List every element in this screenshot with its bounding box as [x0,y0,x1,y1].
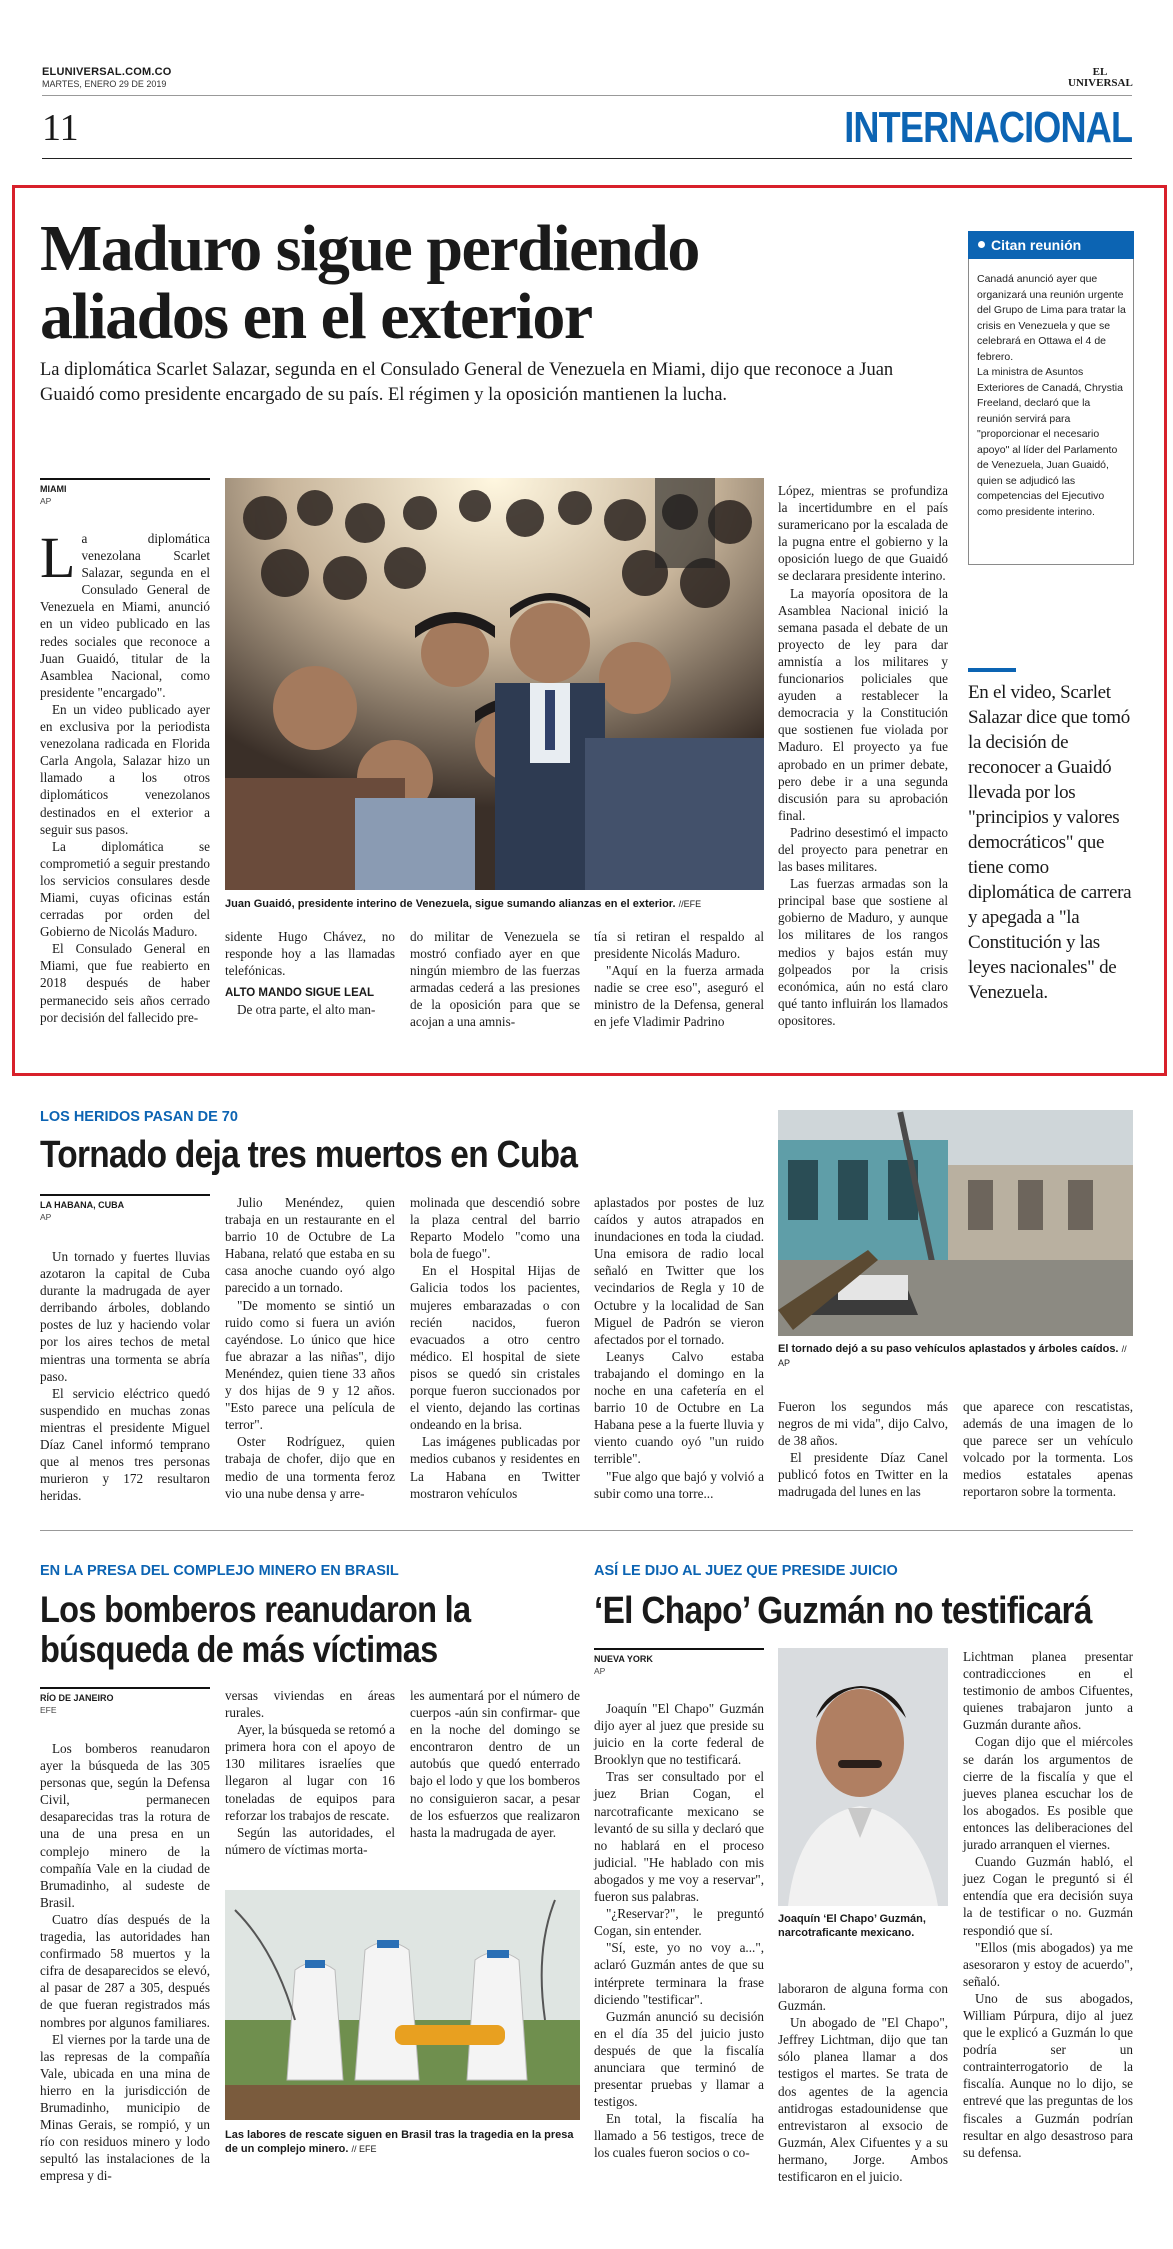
paragraph: Julio Menéndez, quien trabaja en un restaurante en el barrio 10 de Octubre de La Habana, relató que estaba en su casa anoche cuando oyó algo parecido a un tornado. [225,1195,395,1296]
cuba-col-3 [410,1194,580,1502]
paragraph: Lichtman planea presentar contradicciones en el testimonio de ambos Cifuentes, quienes trabajaron junto a Guzmán durante años. [963,1649,1133,1733]
sidebar-paragraph: Canadá anunció ayer que organizará una reunión urgente del Grupo de Lima para tratar la crisis en Venezuela y que se celebrará en Ottawa el 4 de febrero. [977,273,1126,363]
main-dek: La diplomática Scarlet Salazar, segunda en el Consulado General de Venezuela en Miami, dijo que reconoce a Juan Guaidó como presidente encargado de su país. El régimen y la oposición mantienen la lucha. [40,360,894,405]
main-col-3 [410,928,580,1031]
byline-rule [40,1194,210,1196]
paragraph: molinada que descendió sobre la plaza central del barrio Reparto Modelo "como una bola de fuego". [410,1195,580,1262]
tornado-photo-caption: El tornado dejó a su paso vehículos aplastados y árboles caídos. // AP [778,1343,1127,1368]
tornado-photo [778,1110,1133,1336]
sidebar-body [977,272,1127,520]
main-col-1 [40,525,210,1026]
main-photo-caption: Juan Guaidó, presidente interino de Venezuela, sigue sumando alianzas en el exterior. //EFE [225,898,702,910]
paragraph: versas viviendas en áreas rurales. [225,1688,395,1721]
paragraph: "De momento se sintió un ruido como si fuera un avión cayéndose. Lo único que hice fue abrazar a las niñas", dijo Menéndez, quien tiene 33 años y dos hijas de 9 y 12 años. "Esto parece una película de terror". [225,1297,395,1433]
paragraph: Las fuerzas armadas son la principal base que sostiene al gobierno de Maduro, y aunque los militares de los rangos medios y bajos están muy golpeados por la crisis económica, aún no está claro qué tanto influirán los llamados opositores. [778,876,948,1028]
street-photo-illustration [778,1110,1133,1336]
logo-bottom: UNIVERSAL [1068,77,1133,89]
main-col-5 [778,482,948,1029]
rescue-photo-illustration [225,1890,580,2120]
paragraph: López, mientras se profundiza la incertidumbre en el país suramericano por la escalada de la pugna entre el gobierno y la oposición luego de que Guaidó se declarara presidente interino. [778,483,948,584]
section-title: INTERNACIONAL [844,103,1132,152]
cuba-location: LA HABANA, CUBA [40,1200,125,1210]
paragraph: En un video publicado ayer en exclusiva por la periodista venezolana radicada en Florida Carla Angola, Salazar hizo un llamado a los otros diplomáticos venezolanos destinados en el exterior a seguir sus pasos. [40,701,210,837]
brasil-headline-line1: Los bomberos reanudaron la [40,1589,471,1630]
paragraph: Joaquín "El Chapo" Guzmán dijo ayer al juez que preside su juicio en la corte federal de Brooklyn que no testificará. [594,1701,764,1768]
guaido-photo [225,478,764,890]
main-subhead: ALTO MANDO SIGUE LEAL [225,987,375,1000]
section-rule [42,158,1132,159]
brasil-location: RÍO DE JANEIRO [40,1693,114,1703]
crowd-photo-illustration [225,478,764,890]
chapo-col-2 [778,1980,948,2185]
dropcap: L [40,525,76,590]
chapo-photo-caption: Joaquín ‘El Chapo’ Guzmán, narcotraficante mexicano. [778,1913,926,1939]
paragraph: Un tornado y fuertes lluvias azotaron la capital de Cuba durante la madrugada de ayer derribando árboles, doblando postes de luz y haciendo volar por los aires techos de metal mientras una tormenta se abría paso. [40,1249,210,1384]
chapo-headline: ‘El Chapo’ Guzmán no testificará [594,1590,1092,1632]
photo-credit: //EFE [678,899,702,909]
paragraph: do militar de Venezuela se mostró confiado ayer en que ningún miembro de las fuerzas armadas cederá a las presiones de la oposición para que se acojan a una amnis- [410,929,580,1030]
paragraph: sidente Hugo Chávez, no responde hoy a las llamadas telefónicas. [225,929,395,979]
paragraph: En total, la fiscalía ha llamado a 56 testigos, trece de los cuales fueron socios o co- [594,2111,764,2161]
paragraph: Las imágenes publicadas por medios cubanos y residentes en La Habana en Twitter mostraron vehículos [410,1434,580,1501]
site-url: ELUNIVERSAL.COM.CO [42,66,172,78]
brasil-col-2 [225,1687,395,1858]
paragraph: Cogan dijo que el miércoles se darán los argumentos de cierre de la fiscalía y que el jueves planea escuchar los de los abogados. Es posible que entonces las deliberaciones del jurado arranquen el viernes. [963,1734,1133,1853]
brasil-col-1 [40,1740,210,2184]
paragraph: En el Hospital Hijas de Galicia todos los pacientes, mujeres embarazadas o con recién nacidos, fueron evacuados a otro centro médico. El hospital de siete pisos se quedó sin cristales porque fueron succionados por el viento, dejando las cortinas ondeando en la brisa. [410,1263,580,1433]
cuba-col-4 [594,1194,764,1502]
paragraph: "Ellos (mis abogados) ya me asesoraron y estoy de acuerdo", señaló. [963,1939,1133,1989]
paragraph: Según las autoridades, el número de víctimas morta- [225,1824,395,1857]
brasil-headline-line2: búsqueda de más víctimas [40,1629,438,1670]
sidebar-header: Citan reunión [968,231,1134,259]
paragraph: "Sí, este, yo no voy a...", aclaró Guzmán antes de que su intérprete terminara la frase diciendo "testificar". [594,1940,764,2007]
main-agency: AP [40,496,52,506]
cuba-agency: AP [40,1212,52,1222]
chapo-kicker: ASÍ LE DIJO AL JUEZ QUE PRESIDE JUICIO [594,1563,898,1579]
paragraph: Los bomberos reanudaron ayer la búsqueda de las 305 personas que, según la Defensa Civil, permanecen desaparecidas tras la rotura de una de una presa en un complejo minero de la compañía Vale en la ciudad de Brumadinho, al sudeste de Brasil. [40,1741,210,1910]
quote-bar [968,668,1016,672]
main-col-4 [594,928,764,1031]
chapo-photo [778,1648,948,1906]
chapo-location: NUEVA YORK [594,1654,653,1664]
paragraph: "¿Reservar?", le preguntó Cogan, sin entender. [594,1906,764,1939]
paragraph: que aparece con rescatistas, además de una imagen de lo que parece ser un vehículo volcado por la tormenta. Los medios estatales apenas reportaron sobre la tormenta. [963,1399,1133,1500]
paragraph: les aumentará por el número de cuerpos -aún sin confirmar- que en la noche del domingo se encontraron dentro de un autobús que quedó enterrado bajo el lodo y que los bomberos no consiguieron sacar, a pesar de los esfuerzos que realizaron hasta la madrugada de ayer. [410,1688,580,1840]
paragraph: El presidente Díaz Canel publicó fotos en Twitter en la madrugada del lunes en las [778,1450,948,1500]
chapo-agency: AP [594,1666,606,1676]
paragraph: Fueron los segundos más negros de mi vida", dijo Calvo, de 38 años. [778,1399,948,1449]
paragraph: Ayer, la búsqueda se retomó a primera hora con el apoyo de 130 militares israelíes que llegaron al lugar con 16 toneladas de equipos para reforzar los trabajos de rescate. [225,1722,395,1823]
paragraph: La diplomática se comprometió a seguir prestando los servicios consulares desde Miami, cuyas oficinas están cerradas por orden del Gobierno de Nicolás Maduro. [40,838,210,940]
paragraph: "Fue algo que bajó y volvió a subir como una torre... [594,1468,764,1501]
paragraph: Oster Rodríguez, quien trabaja de chofer, dijo que en medio de una tormenta feroz vio una nube densa y arre- [225,1434,395,1501]
issue-date: MARTES, ENERO 29 DE 2019 [42,79,167,89]
masthead-rule [42,95,1132,96]
page-number: 11 [42,107,79,149]
paragraph: laboraron de alguna forma con Guzmán. [778,1981,948,2014]
brasil-agency: EFE [40,1705,57,1715]
paragraph: Cuando Guzmán habló, el juez Cogan le preguntó si él entendía que era decisión suya la de testificar o no. Guzmán respondió que sí. [963,1854,1133,1938]
paragraph: tía si retiran el respaldo al presidente Nicolás Maduro. [594,929,764,962]
cuba-kicker: LOS HERIDOS PASAN DE 70 [40,1109,238,1125]
cuba-col-5 [778,1398,948,1501]
paragraph: Tras ser consultado por el juez Brian Cogan, el narcotraficante mexicano se levantó de su silla y declaró que no hablará en el proceso judicial. "He hablado con mis abogados y me voy a reservar", fueron sus palabras. [594,1769,764,1905]
pull-quote: En el video, Scarlet Salazar dice que tomó la decisión de reconocer a Guaidó llevada por los "principios y valores democráticos" que tiene como diplomática de carrera y apegada a "la Constitución y las leyes nacionales" de Venezuela. [968,682,1132,1003]
cuba-col-1 [40,1248,210,1504]
paragraph: La diplomática venezolana Scarlet Salazar, segunda en el Consulado General de Venezuela en Miami, anunció en un video publicado en las redes sociales que reconoce a Juan Guaidó, titular de la Asamblea Nacional, como presidente "encargado". [40,525,210,700]
sidebar-paragraph: La ministra de Asuntos Exteriores de Canadá, Chrystia Freeland, declaró que la reunión servirá para "proporcionar el necesario apoyo" al líder del Parlamento de Venezuela, Juan Guaidó, quien se adjudicó las competencias del Ejecutivo como presidente interino. [977,366,1123,518]
paragraph: Leanys Calvo estaba trabajando el domingo en la noche en una cafetería en el barrio 10 de Octubre en La Habana pese a la fuerte lluvia y viento cuando oyó "un ruido terrible". [594,1348,764,1467]
paragraph: "Aquí en la fuerza armada nadie se cree eso", aseguró el ministro de la Defensa, general en jefe Vladimir Padrino [594,963,764,1030]
bullet-icon [978,241,985,248]
paragraph: De otra parte, el alto man- [237,1002,376,1018]
paragraph: Un abogado de "El Chapo", Jeffrey Lichtman, dijo que tan sólo planea llamar a dos testigos el martes. Se trata de dos agentes de la agencia antidrogas estadounidense que entrevistaron al exsocio de Guzmán, Alex Cifuentes y a su hermano, Jorge. Ambos testificaron en el juicio. [778,2015,948,2185]
photo-credit: // EFE [351,2144,377,2154]
story-divider [40,1530,1133,1531]
paragraph: El Consulado General en Miami, que fue reabierto en 2018 después de haber permanecido seis años cerrado por decisión del fallecido pre- [40,941,210,1025]
paragraph: Padrino desestimó el impacto del proyecto para penetrar en las bases militares. [778,824,948,875]
byline-rule [594,1648,764,1650]
paragraph: Uno de sus abogados, William Púrpura, dijo al juez que le explicó a Guzmán lo que podría ser un contrainterrogatorio de la fiscalía. Aunque no lo dijo, se entrevé que las preguntas de los fiscales a Guzmán podrían resultar en algo desastroso para su defensa. [963,1990,1133,2160]
byline-rule [40,1687,210,1689]
paragraph: aplastados por postes de luz caídos y autos atrapados en inundaciones en toda la ciudad. Una emisora de radio local señaló en Twitter que los vecindarios de Regla y 10 de Octubre y la localidad de San Miguel de Padrón se vieron afectados por el tornado. [594,1195,764,1347]
main-headline-line1: Maduro sigue perdiendo [40,212,699,285]
rescue-photo-caption: Las labores de rescate siguen en Brasil tras la tragedia en la presa de un complejo minero. // EFE [225,2129,574,2155]
portrait-illustration [778,1648,948,1906]
byline-rule [40,478,210,480]
cuba-headline: Tornado deja tres muertos en Cuba [40,1134,578,1176]
paragraph: El viernes por la tarde una de las represas de la compañía Vale, ubicada en una mina de hierro en la jurisdicción de Brumadinho, municipio de Minas Gerais, se rompió, y un río con residuos minero y lodo sepultó las instalaciones de la empresa y di- [40,2031,210,2184]
main-col-2 [225,928,395,1018]
brasil-kicker: EN LA PRESA DEL COMPLEJO MINERO EN BRASIL [40,1563,399,1579]
rescue-photo [225,1890,580,2120]
cuba-col-2 [225,1194,395,1502]
main-headline-line2: aliados en el exterior [40,280,592,353]
brasil-col-3 [410,1687,580,1841]
main-headline [40,212,920,353]
cuba-col-6 [963,1398,1133,1501]
brasil-headline [40,1590,533,1670]
chapo-col-3 [963,1648,1133,2161]
chapo-col-1 [594,1700,764,2162]
main-location: MIAMI [40,484,67,494]
photo-credit: // AP [778,1344,1127,1368]
paragraph: El servicio eléctrico quedó suspendido en muchas zonas mientras el presidente Miguel Díaz Canel informó temprano que al menos tres personas murieron y 172 resultaron heridas. [40,1385,210,1504]
logo-top: EL [1092,66,1108,78]
paragraph: La mayoría opositora de la Asamblea Nacional inició la semana pasada el debate de un proyecto de ley para dar amnistía a los militares y funcionarios policiales que ayuden a restablecer la democracia y la Constitución que sostienen fue violada por Maduro. El proyecto ya fue aprobado en un primer debate, pero debe ir a una segunda discusión para su aprobación final. [778,585,948,823]
paragraph: Cuatro días después de la tragedia, las autoridades han confirmado 58 muertos y la cifra de desaparecidos se elevó, al pasar de 287 a 305, después de que fueran registrados más nombres por algunos familiares. [40,1911,210,2030]
paragraph: Guzmán anunció su decisión en el día 35 del juicio justo después de que la fiscalía anunciara que terminó de presentar pruebas y llamar a testigos. [594,2008,764,2110]
newspaper-logo [1068,67,1132,89]
